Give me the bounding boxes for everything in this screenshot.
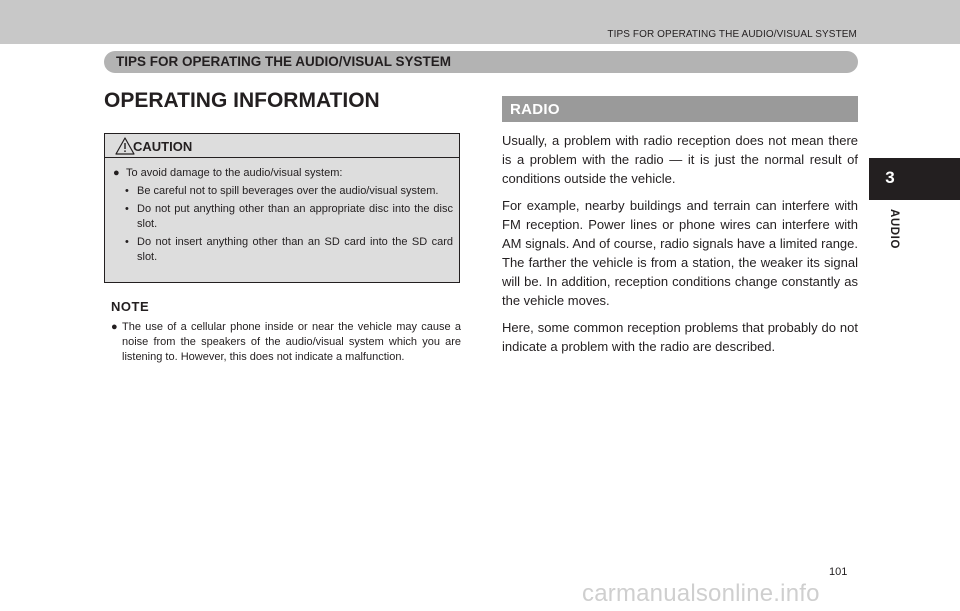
radio-section-header xyxy=(502,96,858,122)
radio-paragraph: Usually, a problem with radio reception does not mean there is a problem with the radio — it is just the normal result of conditions outside the vehicle. xyxy=(502,133,858,186)
bullet-icon: • xyxy=(125,185,129,197)
chapter-tab[interactable] xyxy=(869,158,960,200)
radio-title: RADIO xyxy=(510,101,560,118)
caution-header xyxy=(105,134,459,158)
radio-body xyxy=(502,131,858,364)
warning-triangle-icon xyxy=(115,137,135,155)
caution-item-text: Do not put anything other than an appropriate disc into the disc slot. xyxy=(137,203,453,230)
chapter-label: AUDIO xyxy=(888,208,900,250)
bullet-icon: • xyxy=(125,203,129,215)
section-title: TIPS FOR OPERATING THE AUDIO/VISUAL SYSTEM xyxy=(116,54,452,69)
watermark: carmanualsonline.info xyxy=(582,580,820,607)
caution-item xyxy=(113,184,453,199)
note-text: The use of a cellular phone inside or near the vehicle may cause a noise from the speakers of the audio/visual system which you are listening to. However, this does not indicate a malfunction. xyxy=(122,321,461,363)
chapter-number: 3 xyxy=(885,168,895,187)
caution-lead-text: To avoid damage to the audio/visual system: xyxy=(126,167,343,179)
running-head: TIPS FOR OPERATING THE AUDIO/VISUAL SYSTEM xyxy=(607,29,857,40)
caution-lead xyxy=(113,166,453,181)
section-title-bar xyxy=(104,51,858,73)
caution-box xyxy=(104,133,460,283)
radio-paragraph: Here, some common reception problems that probably do not indicate a problem with the radio are described. xyxy=(502,320,858,354)
caution-item xyxy=(113,235,453,265)
caution-body xyxy=(113,166,453,265)
page-number: 101 xyxy=(829,566,848,578)
caution-title: CAUTION xyxy=(133,139,193,154)
bullet-dot-icon: ● xyxy=(111,321,118,333)
bullet-icon: • xyxy=(125,236,129,248)
radio-paragraph: For example, nearby buildings and terrain can interfere with FM reception. Power lines or phone wires can interfere with AM signals. And of course, radio signals have a limited range. The farther the vehicle is from a station, the weaker its signal will be. In addition, reception conditions change constantly as the vehicle moves. xyxy=(502,198,858,308)
note-title: NOTE xyxy=(111,299,150,314)
caution-item xyxy=(113,202,453,232)
note-body xyxy=(111,320,461,365)
page-title: OPERATING INFORMATION xyxy=(104,89,380,112)
caution-item-text: Do not insert anything other than an SD card into the SD card slot. xyxy=(137,236,453,263)
bullet-dot-icon: ● xyxy=(113,167,120,179)
caution-item-text: Be careful not to spill beverages over the audio/visual system. xyxy=(137,185,439,197)
